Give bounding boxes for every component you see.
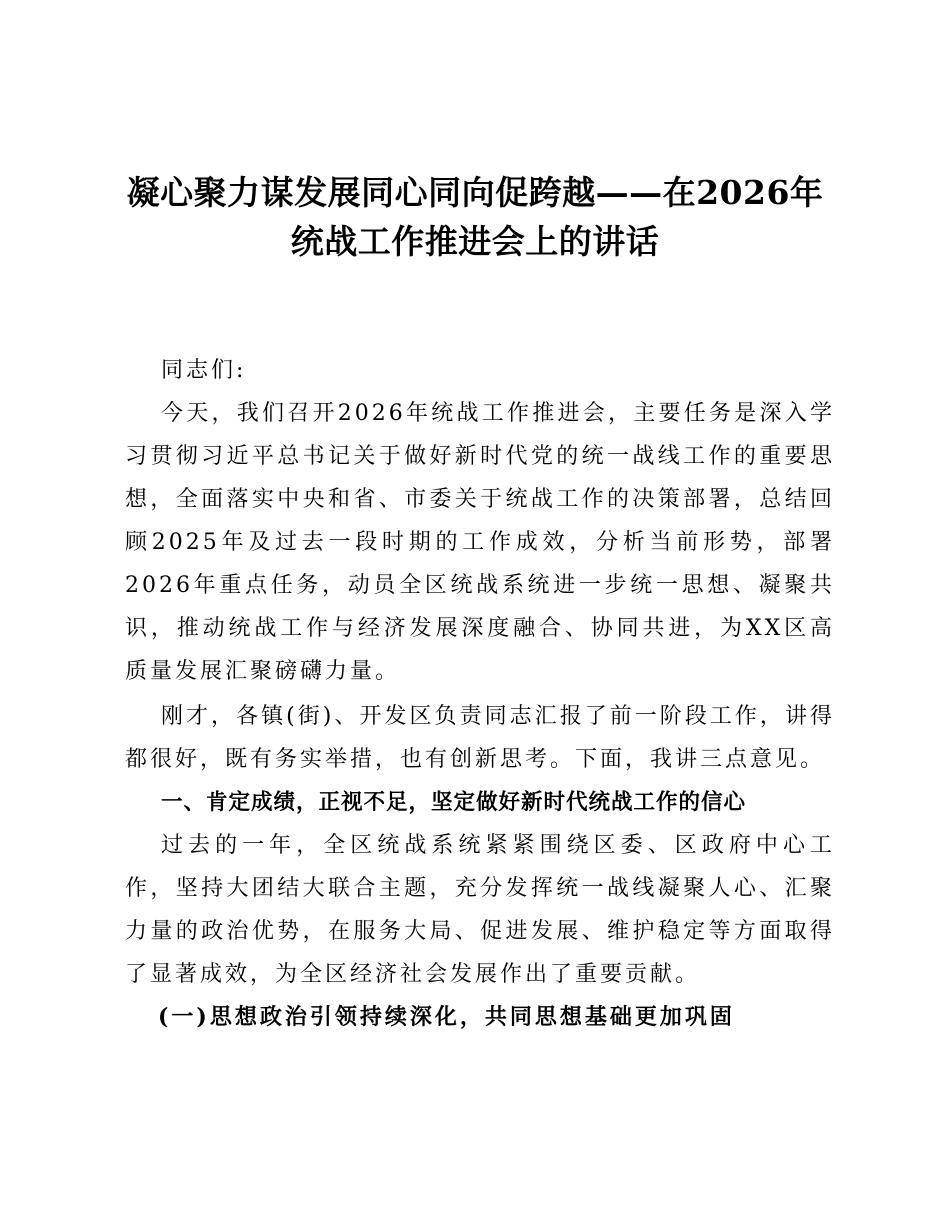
document-title-line-2: 统战工作推进会上的讲话 (290, 222, 660, 261)
paragraph-achievements: 过去的一年，全区统战系统紧紧围绕区委、区政府中心工作，坚持大团结大联合主题，充分发挥统一战线凝聚人心、汇聚力量的政治优势，在服务大局、促进发展、维护稳定等方面取得了显著成效，为全区经济社会发展作出了重要贡献。 (125, 833, 835, 987)
document-title-line-1: 凝心聚力谋发展同心同向促跨越——在2026年 (126, 173, 824, 212)
salutation: 同志们: (161, 358, 247, 383)
paragraph-reports: 刚才，各镇(街)、开发区负责同志汇报了前一阶段工作，讲得都很好，既有务实举措，也有创新思考。下面，我讲三点意见。 (125, 704, 835, 772)
paragraph-intro: 今天，我们召开2026年统战工作推进会，主要任务是深入学习贯彻习近平总书记关于做好新时代党的统一战线工作的重要思想，全面落实中央和省、市委关于统战工作的决策部署，总结回顾2025年及过去一段时期的工作成效，分析当前形势，部署2026年重点任务，动员全区统战系统进一步统一思想、凝聚共识，推动统战工作与经济发展深度融合、协同共进，为XX区高质量发展汇聚磅礴力量。 (125, 401, 835, 684)
subsection-heading-1: (一)思想政治引领持续深化，共同思想基础更加巩固 (158, 1004, 735, 1030)
section-heading-1: 一、肯定成绩，正视不足，坚定做好新时代统战工作的信心 (161, 790, 747, 815)
